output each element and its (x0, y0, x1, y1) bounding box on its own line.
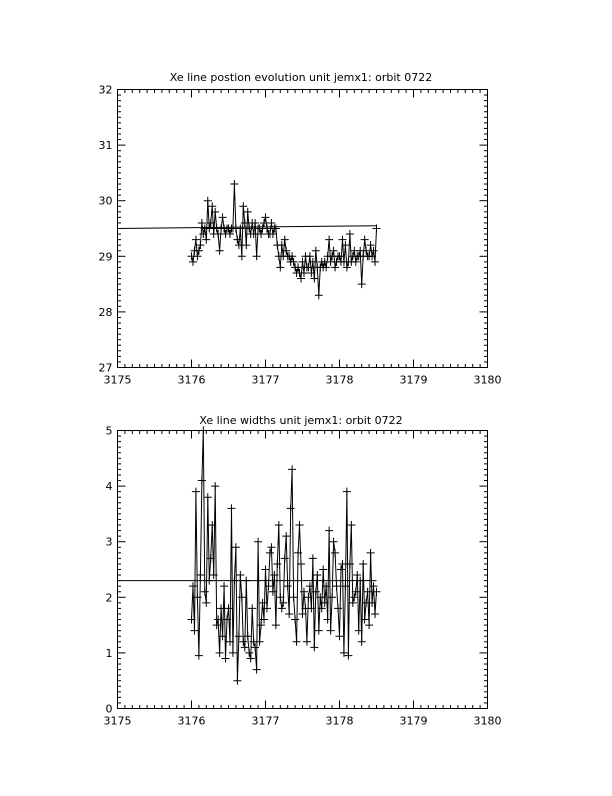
chart-title: Xe line postion evolution unit jemx1: orbit 0722 (169, 71, 433, 84)
y-tick-label: 4 (105, 480, 113, 494)
y-tick-label: 28 (98, 305, 113, 319)
y-tick-label: 32 (98, 83, 113, 97)
x-tick-label: 3179 (399, 714, 428, 728)
y-tick-label: 30 (98, 194, 113, 208)
x-tick-label: 3176 (177, 714, 206, 728)
x-tick-label: 3177 (251, 714, 280, 728)
x-tick-label: 3175 (103, 373, 132, 387)
y-tick-label: 1 (105, 646, 113, 660)
y-tick-label: 27 (98, 361, 113, 375)
x-tick-label: 3175 (103, 714, 132, 728)
y-tick-label: 0 (105, 702, 113, 716)
y-tick-label: 31 (98, 139, 113, 153)
y-tick-label: 2 (105, 591, 113, 605)
x-tick-label: 3180 (473, 373, 502, 387)
x-tick-label: 3176 (177, 373, 206, 387)
x-tick-label: 3178 (325, 714, 354, 728)
y-tick-label: 3 (105, 535, 113, 549)
y-tick-label: 5 (105, 424, 113, 438)
x-tick-label: 3180 (473, 714, 502, 728)
x-tick-label: 3179 (399, 373, 428, 387)
y-tick-label: 29 (98, 250, 113, 264)
x-tick-label: 3177 (251, 373, 280, 387)
chart-title: Xe line widths unit jemx1: orbit 0722 (199, 414, 403, 427)
x-tick-label: 3178 (325, 373, 354, 387)
